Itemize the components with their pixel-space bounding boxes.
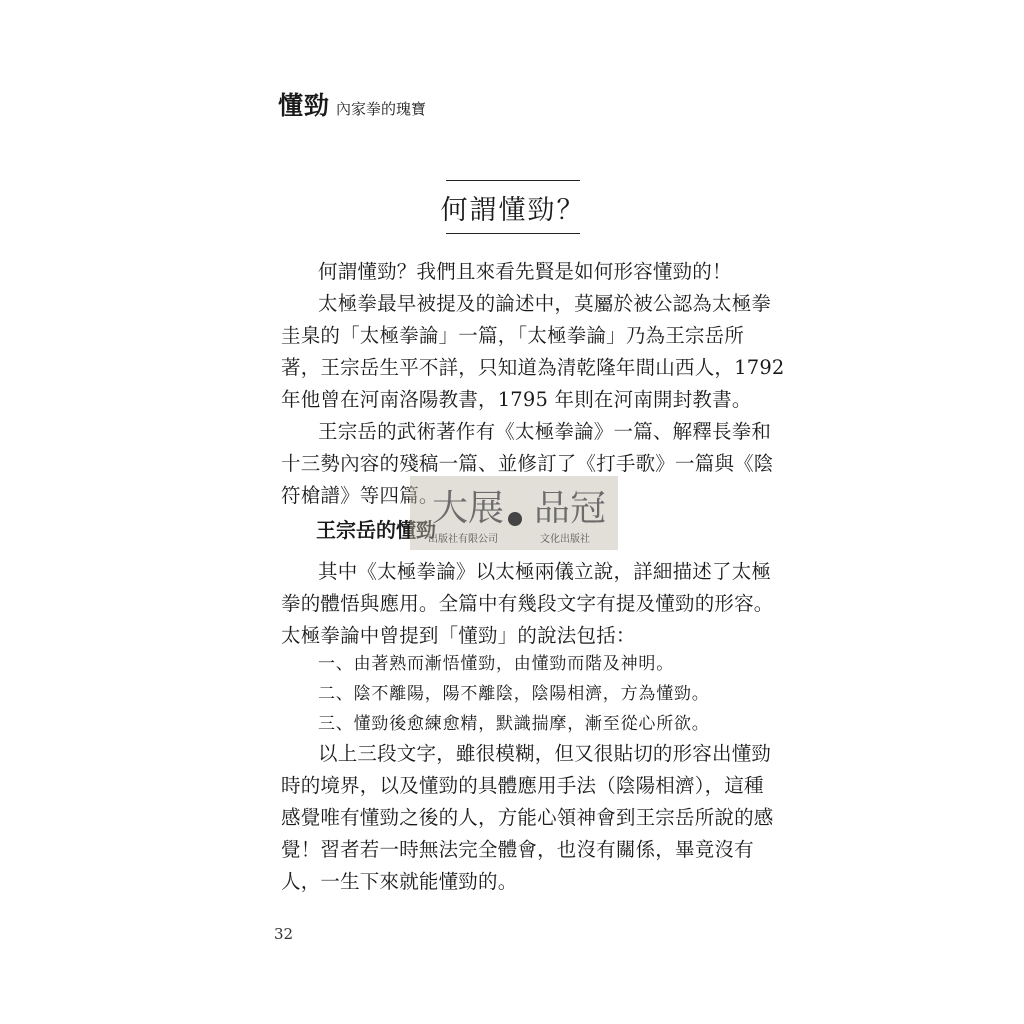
running-head bbox=[278, 86, 426, 122]
watermark-dot bbox=[508, 512, 522, 526]
watermark-brand-right: 品冠 bbox=[534, 488, 607, 529]
chapter-title: 何謂懂勁？ bbox=[440, 194, 586, 226]
paragraph-3-line-3: 符槍譜》等四篇。 bbox=[281, 484, 439, 507]
running-head-subtitle: 內家拳的瑰寶 bbox=[336, 100, 427, 118]
paragraph-5-line-2: 時的境界，以及懂勁的具體應用手法（陰陽相濟），這種 bbox=[281, 774, 764, 797]
quote-2: 二、陰不離陽，陽不離陰，陰陽相濟，方為懂勁。 bbox=[318, 684, 710, 704]
quote-1: 一、由著熟而漸悟懂勁，由懂勁而階及神明。 bbox=[318, 654, 674, 674]
paragraph-5-line-5: 人，一生下來就能懂勁的。 bbox=[281, 870, 518, 893]
publisher-watermark bbox=[410, 476, 618, 550]
paragraph-1-line-1: 何謂懂勁？我們且來看先賢是如何形容懂勁的！ bbox=[318, 260, 732, 283]
page-number: 32 bbox=[274, 925, 294, 943]
paragraph-3-line-2: 十三勢內容的殘稿一篇、並修訂了《打手歌》一篇與《陰 bbox=[281, 452, 774, 475]
section-heading: 王宗岳的懂勁 bbox=[316, 518, 436, 542]
quote-3: 三、懂勁後愈練愈精，默識揣摩，漸至從心所欲。 bbox=[318, 714, 710, 734]
paragraph-3-line-1: 王宗岳的武術著作有《太極拳論》一篇、解釋長拳和 bbox=[318, 420, 772, 443]
running-head-title: 懂勁 bbox=[278, 91, 331, 120]
paragraph-5-line-3: 感覺唯有懂勁之後的人，方能心領神會到王宗岳所說的感 bbox=[281, 806, 774, 829]
paragraph-4-line-2: 拳的體悟與應用。全篇中有幾段文字有提及懂勁的形容。 bbox=[281, 592, 774, 615]
chapter-title-box bbox=[440, 180, 586, 234]
paragraph-5-line-4: 覺！習者若一時無法完全體會，也沒有關係，畢竟沒有 bbox=[281, 838, 754, 861]
watermark-subtext-right: 文化出版社 bbox=[540, 534, 590, 545]
paragraph-2-line-1: 太極拳最早被提及的論述中，莫屬於被公認為太極拳 bbox=[318, 292, 772, 315]
paragraph-4-line-3: 太極拳論中曾提到「懂勁」的說法包括： bbox=[281, 624, 636, 647]
paragraph-2-line-2: 圭臬的「太極拳論」一篇，「太極拳論」乃為王宗岳所 bbox=[281, 324, 745, 347]
paragraph-5-line-1: 以上三段文字，雖很模糊，但又很貼切的形容出懂勁 bbox=[318, 742, 772, 765]
watermark-subtext-left: 出版社有限公司 bbox=[428, 534, 498, 545]
paragraph-2-line-4: 年他曾在河南洛陽教書，1795 年則在河南開封教書。 bbox=[281, 388, 752, 411]
watermark-brand-left: 大展 bbox=[432, 488, 505, 529]
paragraph-4-line-1: 其中《太極拳論》以太極兩儀立說，詳細描述了太極 bbox=[318, 560, 772, 583]
paragraph-2-line-3: 著，王宗岳生平不詳，只知道為清乾隆年間山西人，1792 bbox=[281, 356, 785, 379]
